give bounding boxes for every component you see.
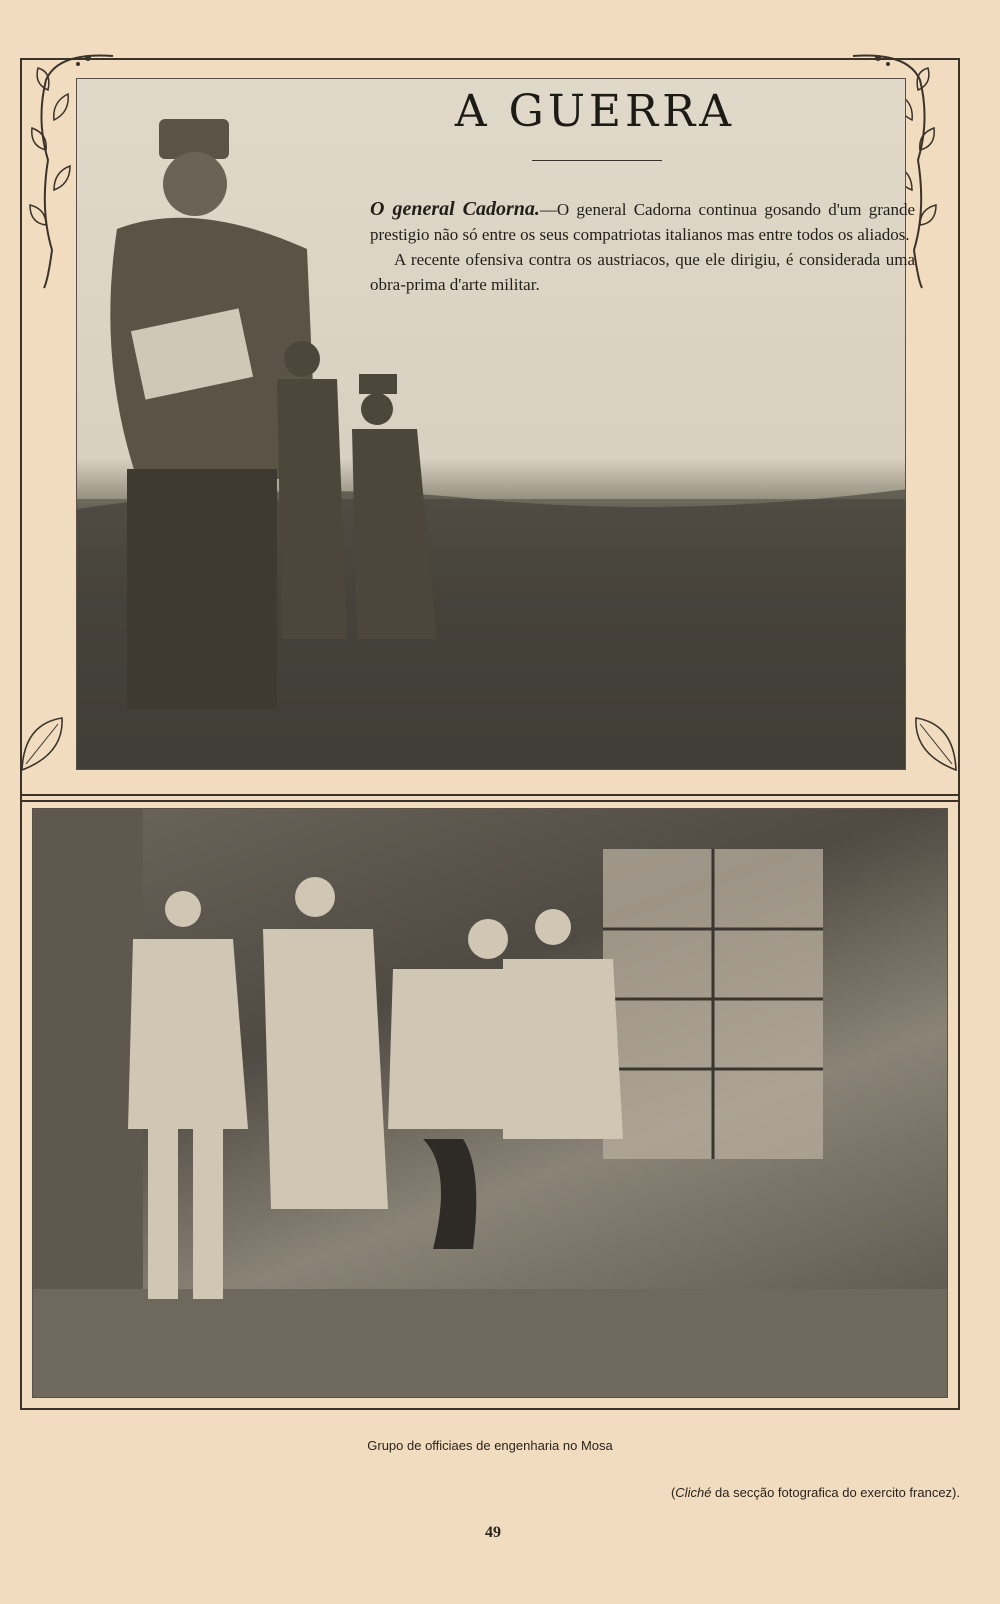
article-paragraph-2: A recente ofensiva contra os austriacos, que ele dirigiu, é considerada uma obra-prima d'arte militar.	[370, 250, 915, 294]
article-text	[370, 197, 915, 297]
credit-italic: Cliché	[675, 1485, 712, 1500]
credit-open: (	[670, 1485, 676, 1500]
article-paragraph-1	[370, 197, 915, 247]
leaf-ornament-left-icon	[18, 714, 68, 774]
article-lead: O general Cadorna.	[370, 198, 540, 220]
photo-general-cadorna	[76, 78, 906, 770]
title-divider	[532, 160, 662, 161]
photo-officers-group	[32, 808, 948, 1398]
photo-credit	[671, 1485, 960, 1500]
article-body: —O general Cadorna continua gosando d'um grande prestigio não só entre os seus compatriotas italianos mas entre todos os aliados.	[370, 200, 916, 244]
page-number: 49	[485, 1524, 501, 1541]
photo-caption: Grupo de officiaes de engenharia no Mosa	[367, 1438, 613, 1453]
credit-rest: da secção fotografica do exercito francez).	[711, 1485, 960, 1500]
page-title: A GUERRA	[454, 86, 736, 137]
leaf-ornament-right-icon	[910, 714, 960, 774]
